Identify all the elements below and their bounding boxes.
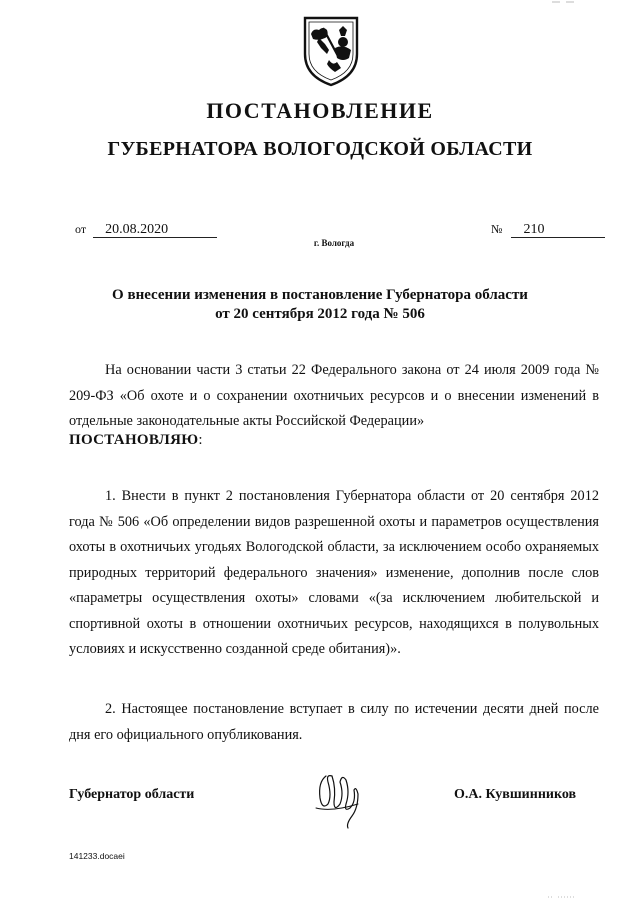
clause-1-paragraph: 1. Внести в пункт 2 постановления Губернатора области от 20 сентября 2012 года № 506 «Об определении видов разрешенной охоты и параметров осуществления охоты в охотничьих угодьях Вологодской области, за исключением особо охраняемых природных территорий федерального значения» изменение, дополнив после слов «параметры осуществления охоты» словами «(за исключением любительской и спортивной охоты в отношении охотничьих ресурсов, находящихся в полувольных условиях и искусственно созданной среде обитания)». <box>69 488 599 657</box>
subject-line-2: от 20 сентября 2012 года № 506 <box>215 306 425 322</box>
handwritten-signature <box>312 768 364 830</box>
date-prefix: от <box>75 222 87 236</box>
coat-of-arms-icon <box>299 14 363 88</box>
number-field <box>491 222 605 238</box>
decree-word: ПОСТАНОВЛЯЮ <box>69 432 199 448</box>
document-title: ПОСТАНОВЛЕНИЕ <box>206 98 434 123</box>
document-subject <box>0 286 640 324</box>
decree-heading <box>69 432 203 449</box>
number-prefix: № <box>491 222 503 236</box>
signer-name: О.А. Кувшинников <box>454 787 577 802</box>
date-field <box>75 222 217 238</box>
preamble-paragraph: На основании части 3 статьи 22 Федерального закона от 24 июля 2009 года № 209-ФЗ «Об охоте и о сохранении охотничьих ресурсов и о внесении изменений в отдельные законодательные акты Российской Федерации» <box>69 362 599 429</box>
document-authority: ГУБЕРНАТОРА ВОЛОГОДСКОЙ ОБЛАСТИ <box>107 138 533 160</box>
city-label: г. Вологда <box>313 238 355 248</box>
date-value: 20.08.2020 <box>93 223 217 238</box>
number-value: 210 <box>511 223 605 238</box>
signer-position: Губернатор области <box>69 787 195 802</box>
subject-line-1: О внесении изменения в постановление Губернатора области <box>112 287 528 303</box>
decree-colon: : <box>198 432 203 448</box>
clause-2-paragraph: 2. Настоящее постановление вступает в силу по истечении десяти дней после дня его официального опубликования. <box>69 701 599 743</box>
scan-mark-bottom <box>548 895 578 899</box>
file-reference: 141233.docaei <box>69 851 125 861</box>
scan-mark <box>552 0 582 4</box>
